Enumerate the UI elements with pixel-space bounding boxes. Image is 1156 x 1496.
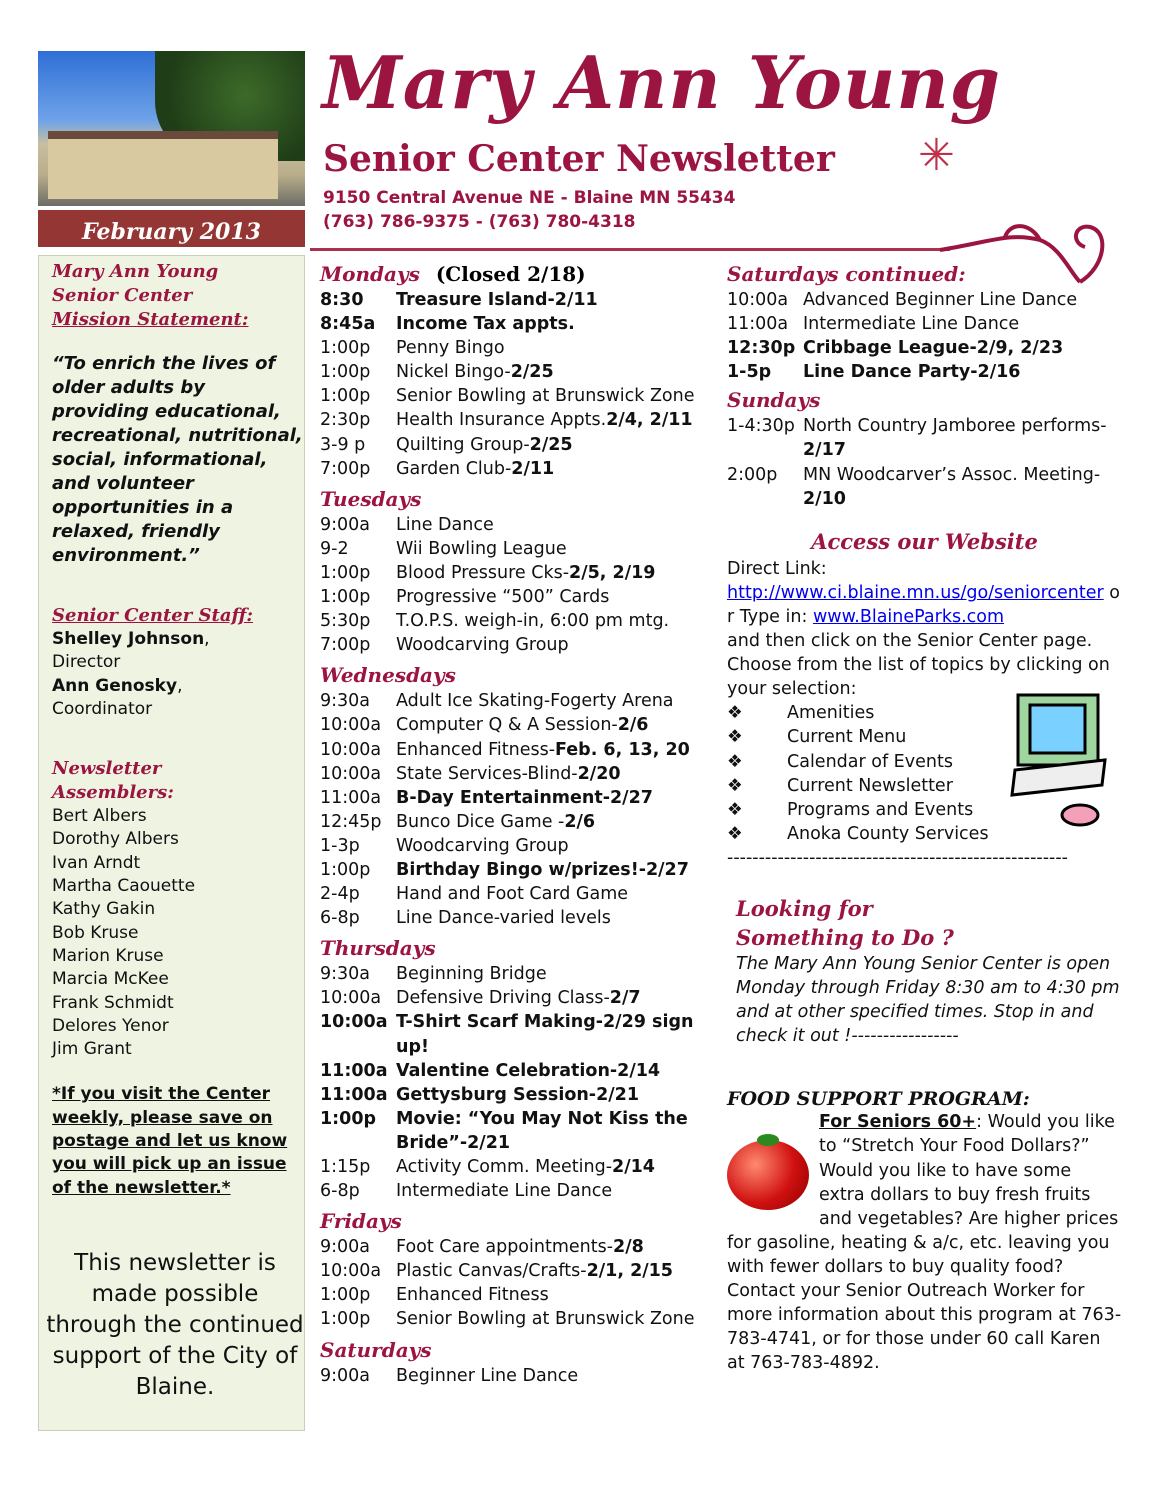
item-time: 8:45a <box>320 314 376 335</box>
item-text: Treasure Island-2/11 <box>396 290 598 310</box>
divider: ------------------------------------------------------ <box>727 847 1068 868</box>
item-text: Line Dance-varied levels <box>396 908 611 929</box>
item-time: 10:00a <box>320 1012 388 1033</box>
schedule-item <box>320 834 720 858</box>
schedule-item <box>320 1083 720 1107</box>
schedule-item <box>320 1179 720 1203</box>
schedule-item <box>320 633 720 657</box>
item-text: North Country Jamboree performs-2/17 <box>803 416 1107 461</box>
schedule-item <box>320 384 720 408</box>
item-text: Intermediate Line Dance <box>803 314 1020 335</box>
assembler-name: Bert Albers <box>52 806 147 827</box>
assembler-name: Marcia McKee <box>52 969 169 990</box>
schedule-item <box>320 1010 720 1058</box>
item-time: 11:00a <box>727 314 789 335</box>
right-column: Saturdays continued: 10:00a Advanced Beginner Line Dance 11:00a Intermediate Line Dance 12:30p Cribbage League-2/9, 2/23 1-5p Line Dance Party-2/16 Sundays 1-4:30p North Country Jamboree performs-2/17 2:00p MN Woodcarver’s Assoc. Meeting-2/10 Access our Website Direct Link: http://www.ci.blaine.mn.us/go/seniorcenter or Type in: www.BlaineParks.com and then click on the Senior Center page. Choose from the list of topics by clicking on your selection: ❖ Amenities ❖ Current Menu ❖ Calendar of Events ❖ Current Newsletter ❖ Programs and Events ❖ Anoka County Services ------------------------------------------------------ Looking for Something to Do ? The Mary Ann Young Senior Center is open Monday through Friday 8:30 am to 4:30 pm and at other specified times. Stop in and check it out !----------------- FOOD SUPPORT PROGRAM: For Seniors 60+: Would you like to “Stretch Your Food Dollars?” Would you like to have some extra dollars to buy fresh fruits and vegetables? Are higher prices for gasoline, heating & a/c, etc. leaving you with fewer dollars to buy quality food? Contact your Senior Outreach Worker for more information about this program at 763-783-4741, or for those under 60 call Karen at 763-783-4892. <box>727 260 1122 1375</box>
item-text: Birthday Bingo w/prizes!-2/27 <box>396 859 689 880</box>
assembler-name: Dorothy Albers <box>52 829 179 850</box>
item-time: 9:00a <box>320 1365 371 1386</box>
mission-heading: Mary Ann Young Senior Center Mission Statement: <box>52 261 249 330</box>
computer-icon <box>1010 690 1110 830</box>
senior-center-photo <box>38 51 305 206</box>
item-text: Enhanced Fitness-Feb. 6, 13, 20 <box>396 739 690 760</box>
item-text: Movie: “You May Not Kiss the Bride”-2/21 <box>396 1108 688 1153</box>
item-time: 12:45p <box>320 811 382 832</box>
day-heading: Wednesdays <box>320 663 456 688</box>
assembler-name: Ivan Arndt <box>52 852 141 873</box>
schedule-item <box>320 689 720 713</box>
schedule-item <box>320 1059 720 1083</box>
item-time: 11:00a <box>320 1060 388 1081</box>
item-time: 1-5p <box>727 362 772 383</box>
item-text: Intermediate Line Dance <box>396 1181 613 1202</box>
assembler-name: Frank Schmidt <box>52 992 174 1013</box>
item-time: 9:00a <box>320 1237 371 1258</box>
schedule-item <box>320 962 720 986</box>
item-time: 3-9 p <box>320 434 366 455</box>
website-instructions: and then click on the Senior Center page. Choose from the list of topics by clicking on your selection: <box>727 631 1110 700</box>
schedule-item <box>320 906 720 930</box>
staff-heading: Senior Center Staff: <box>52 605 254 626</box>
bullet-icon: ❖ <box>727 751 743 772</box>
item-time: 1:00p <box>320 859 371 880</box>
assembler-name: Bob Kruse <box>52 922 139 943</box>
item-text: T-Shirt Scarf Making-2/29 sign up! <box>396 1012 694 1057</box>
bullet-icon: ❖ <box>727 799 743 820</box>
schedule-item <box>320 1364 720 1388</box>
item-text: Senior Bowling at Brunswick Zone <box>396 386 695 407</box>
website-heading: Access our Website <box>811 528 1038 554</box>
item-time: 1:00p <box>320 562 371 583</box>
schedule-item <box>320 762 720 786</box>
address: 9150 Central Avenue NE - Blaine MN 55434 <box>323 188 736 208</box>
day-heading: Tuesdays <box>320 486 422 511</box>
topic-item[interactable]: ❖ Current Menu <box>727 725 1122 749</box>
item-time: 9:30a <box>320 964 371 985</box>
item-time: 1:00p <box>320 338 371 359</box>
schedule-item <box>320 457 720 481</box>
schedule-item <box>320 986 720 1010</box>
schedule-item <box>320 433 720 457</box>
item-time: 9-2 <box>320 538 349 559</box>
item-text: Woodcarving Group <box>396 835 569 856</box>
schedule-item <box>320 609 720 633</box>
schedule-item <box>320 1307 720 1331</box>
item-time: 2:00p <box>727 464 778 485</box>
item-time: 11:00a <box>320 787 382 808</box>
item-text: Health Insurance Appts.2/4, 2/11 <box>396 410 693 431</box>
item-text: Blood Pressure Cks-2/5, 2/19 <box>396 562 656 583</box>
item-time: 8:30 <box>320 290 364 310</box>
item-time: 2-4p <box>320 884 360 905</box>
assembler-name: Jim Grant <box>52 1039 132 1060</box>
topic-item[interactable]: ❖ Current Newsletter <box>727 774 1122 798</box>
item-time: 9:30a <box>320 691 371 712</box>
schedule-item <box>320 713 720 737</box>
bullet-icon: ❖ <box>727 775 743 796</box>
newsletter-subtitle: Senior Center Newsletter <box>323 138 835 180</box>
item-time: 1:00p <box>320 386 371 407</box>
schedule-item <box>320 882 720 906</box>
website-direct-label: Direct Link: <box>727 558 827 579</box>
item-text: Cribbage League-2/9, 2/23 <box>803 338 1064 359</box>
blaineparks-link[interactable]: www.BlaineParks.com <box>812 606 1005 627</box>
schedule-item <box>320 1283 720 1307</box>
looking-body: The Mary Ann Young Senior Center is open Monday through Friday 8:30 am to 4:30 pm and at other specified times. Stop in and check it out !----------------- <box>736 953 1120 1047</box>
mission-statement: “To enrich the lives of older adults by providing educational, recreational, nutritional, social, informational, and volunteer opportunities in a relaxed, friendly environment.” <box>52 353 303 566</box>
header-rule <box>310 248 950 251</box>
schedule-item <box>727 312 1122 336</box>
address-block <box>323 186 735 234</box>
item-text: Activity Comm. Meeting-2/14 <box>396 1157 655 1177</box>
item-text: Bunco Dice Game -2/6 <box>396 811 596 832</box>
item-text: Garden Club-2/11 <box>396 458 555 479</box>
item-time: 10:00a <box>320 763 382 784</box>
schedule-item <box>727 288 1122 312</box>
assembler-name: Kathy Gakin <box>52 899 156 920</box>
item-time: 1-3p <box>320 835 360 856</box>
item-time: 10:00a <box>320 739 382 760</box>
item-text: Defensive Driving Class-2/7 <box>396 988 641 1009</box>
item-time: 10:00a <box>727 290 789 310</box>
item-time: 7:00p <box>320 635 371 656</box>
schedule-item <box>320 786 720 810</box>
bullet-icon: ❖ <box>727 727 743 748</box>
item-time: 6-8p <box>320 908 360 929</box>
item-time: 2:30p <box>320 410 371 431</box>
bullet-icon: ❖ <box>727 823 743 844</box>
assemblers-heading: Newsletter Assemblers: <box>52 758 174 804</box>
topic-item[interactable]: ❖ Calendar of Events <box>727 750 1122 774</box>
item-text: Senior Bowling at Brunswick Zone <box>396 1309 695 1330</box>
item-time: 1:00p <box>320 362 371 383</box>
item-text: Computer Q & A Session-2/6 <box>396 715 649 736</box>
schedule-column-right <box>727 260 1122 511</box>
item-time: 11:00a <box>320 1084 388 1105</box>
schedule-item <box>727 463 1122 511</box>
item-text: Hand and Foot Card Game <box>396 884 629 905</box>
item-text: Advanced Beginner Line Dance <box>803 290 1078 310</box>
food-heading: FOOD SUPPORT PROGRAM: <box>727 1088 1030 1111</box>
schedule-item <box>320 336 720 360</box>
staff-list: Shelley Johnson, Director Ann Genosky, Coordinator <box>52 629 210 719</box>
item-text: Line Dance <box>396 514 494 535</box>
item-time: 7:00p <box>320 458 371 479</box>
item-text: Foot Care appointments-2/8 <box>396 1237 644 1258</box>
item-text: T.O.P.S. weigh-in, 6:00 pm mtg. <box>396 611 670 632</box>
tomato-icon <box>727 1140 809 1210</box>
closed-note: (Closed 2/18) <box>435 262 586 286</box>
assembler-name: Martha Caouette <box>52 876 196 897</box>
schedule-item <box>320 1259 720 1283</box>
item-time: 1:00p <box>320 1108 377 1129</box>
schedule-item <box>320 288 720 312</box>
schedule-item <box>727 336 1122 360</box>
bullet-icon: ❖ <box>727 703 743 724</box>
newsletter-title: Mary Ann Young <box>322 40 1002 125</box>
item-text: Income Tax appts. <box>396 314 575 335</box>
phones: (763) 786-9375 - (763) 780-4318 <box>323 212 636 232</box>
item-text: Enhanced Fitness <box>396 1285 549 1306</box>
day-heading: Mondays (Closed 2/18) <box>320 262 586 286</box>
item-time: 1:00p <box>320 1285 371 1306</box>
schedule-item <box>320 537 720 561</box>
support-note: This newsletter is made possible through the continued support of the City of Blaine. <box>46 1249 304 1400</box>
looking-section <box>727 894 1122 1048</box>
day-heading: Thursdays <box>320 936 436 961</box>
item-time: 10:00a <box>320 715 382 736</box>
schedule-item <box>320 810 720 834</box>
item-time: 1:00p <box>320 1309 371 1330</box>
schedule-item <box>320 738 720 762</box>
item-text: Quilting Group-2/25 <box>396 434 573 455</box>
schedule-item <box>320 1155 720 1179</box>
schedule-item <box>320 360 720 384</box>
item-text: MN Woodcarver’s Assoc. Meeting-2/10 <box>803 464 1101 509</box>
assembler-name: Delores Yenor <box>52 1015 169 1036</box>
item-text: Woodcarving Group <box>396 635 569 656</box>
food-body: For Seniors 60+: Would you like to “Stretch Your Food Dollars?” Would you like to have some extra dollars to buy fresh fruits and vegetables? Are higher prices for gasoline, heating & a/c, etc. leaving you with fewer dollars to buy quality food? Contact your Senior Outreach Worker for more information about this program at 763-783-4741, or for those under 60 call Karen at 763-783-4892. <box>727 1112 1122 1374</box>
schedule-item <box>320 561 720 585</box>
senior-center-link[interactable]: http://www.ci.blaine.mn.us/go/seniorcenter <box>727 582 1104 603</box>
item-text: State Services-Blind-2/20 <box>396 763 621 784</box>
item-time: 1:15p <box>320 1157 371 1177</box>
star-icon: ✳ <box>918 130 955 181</box>
schedule-item <box>320 513 720 537</box>
day-heading: Fridays <box>320 1209 402 1234</box>
item-text: Line Dance Party-2/16 <box>803 362 1021 383</box>
schedule-item <box>320 408 720 432</box>
looking-heading-2: Something to Do ? <box>736 924 954 950</box>
item-text: Nickel Bingo-2/25 <box>396 362 554 383</box>
topic-item[interactable]: ❖ Amenities <box>727 701 1122 725</box>
assemblers-list <box>52 805 304 1061</box>
day-heading: Saturdays continued: <box>727 262 966 286</box>
item-text: Progressive “500” Cards <box>396 587 610 608</box>
schedule-item <box>320 1107 720 1155</box>
item-text: Beginner Line Dance <box>396 1365 579 1386</box>
topic-item[interactable]: ❖ Anoka County Services <box>727 822 1122 846</box>
item-time: 1-4:30p <box>727 416 795 437</box>
sidebar <box>38 255 305 1431</box>
item-text: Penny Bingo <box>396 338 505 359</box>
item-text: Plastic Canvas/Crafts-2/1, 2/15 <box>396 1261 673 1282</box>
day-heading: Sundays <box>727 388 821 413</box>
schedule-item <box>320 585 720 609</box>
day-heading: Saturdays <box>320 1337 432 1362</box>
item-text: Gettysburg Session-2/21 <box>396 1084 639 1105</box>
item-text: Adult Ice Skating-Fogerty Arena <box>396 691 674 712</box>
item-time: 9:00a <box>320 514 371 535</box>
schedule-item <box>727 360 1122 384</box>
item-time: 5:30p <box>320 611 371 632</box>
item-text: Wii Bowling League <box>396 538 567 559</box>
issue-month: February 2013 <box>38 210 305 247</box>
assembler-name: Marion Kruse <box>52 945 164 966</box>
schedule-item <box>727 414 1122 462</box>
item-time: 12:30p <box>727 338 796 359</box>
item-text: Beginning Bridge <box>396 964 547 985</box>
item-text: B-Day Entertainment-2/27 <box>396 787 653 808</box>
item-time: 10:00a <box>320 988 382 1009</box>
pickup-note: *If you visit the Center weekly, please save on postage and let us know you will pick up an issue of the newsletter.* <box>52 1084 288 1198</box>
item-time: 10:00a <box>320 1261 382 1282</box>
schedule-item <box>320 1235 720 1259</box>
looking-heading: Looking for <box>736 895 873 921</box>
topic-item[interactable]: ❖ Programs and Events <box>727 798 1122 822</box>
item-time: 1:00p <box>320 587 371 608</box>
schedule-item <box>320 312 720 336</box>
schedule-item <box>320 858 720 882</box>
item-time: 6-8p <box>320 1181 360 1202</box>
item-text: Valentine Celebration-2/14 <box>396 1060 661 1081</box>
schedule-column-left <box>320 260 720 1388</box>
